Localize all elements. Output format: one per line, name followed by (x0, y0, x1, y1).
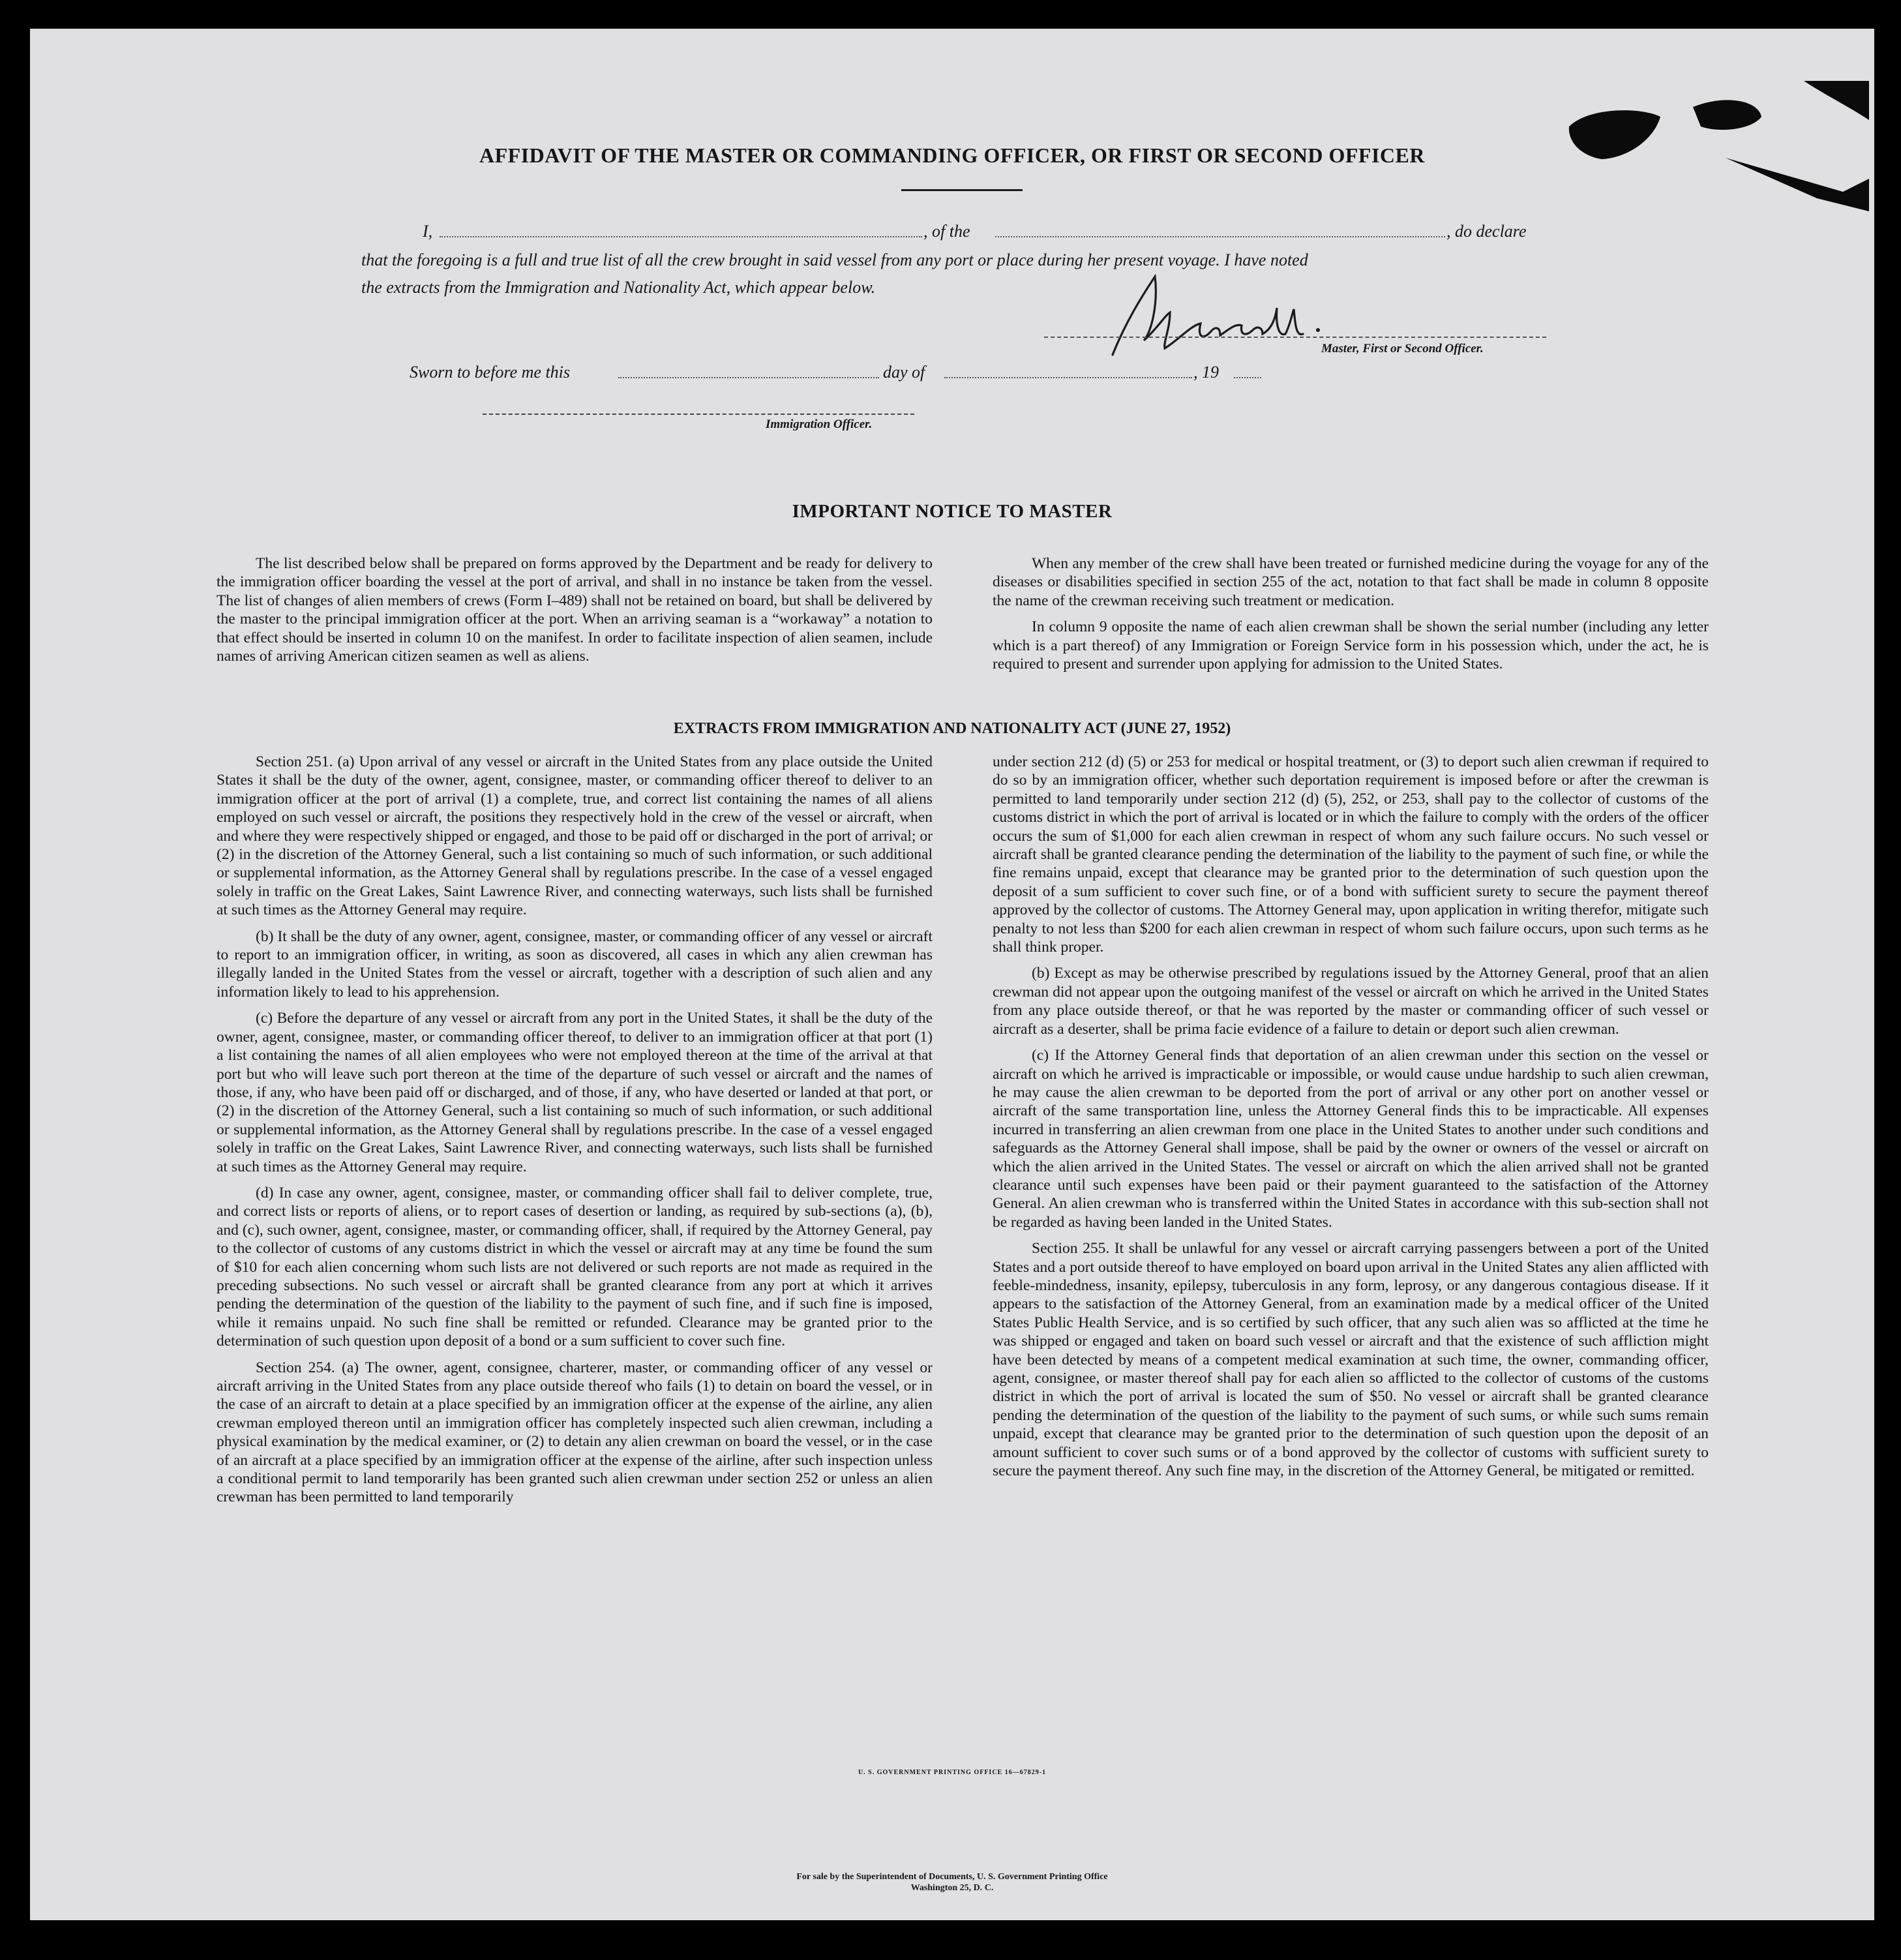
notice-title: IMPORTANT NOTICE TO MASTER (792, 501, 1113, 522)
sworn-label: Sworn to before me this (410, 363, 571, 382)
section-254-a: Section 254. (a) The owner, agent, consignee, charterer, master, or commanding officer of any vessel or aircraft arriving in the United States from any place outside thereof who fails (1) to detain on board the vessel, or in the case of an aircraft to detain at a place specified by an immigration officer at the expense of the airline, any alien crewman employed thereon until an immigration officer has completely inspected such alien crewman, including a physical examination by the medical examiner, or (2) to detain any alien crewman on board the vessel, or in the case of an aircraft at a place specified by an immigration officer at the expense of the airline, after such inspection unless a conditional permit to land temporarily has been granted such alien crewman under section 252 or unless an alien crewman has been permitted to land temporarily (217, 1359, 933, 1506)
decl-line-3: the extracts from the Immigration and Nationality Act, which appear below. (361, 278, 876, 297)
section-254-c: (c) If the Attorney General finds that deportation of an alien crewman under this section on the vessel or aircraft on which he arrived is impracticable or impossible, or would cause undue hardship to such alien crewman, he may cause the alien crewman to be deported from the port of arrival or any other port on another vessel or aircraft of the same transportation line, unless the Attorney General finds this to be impracticable. All expenses incurred in transferring an alien crewman from one place in the United States to another under such conditions and safeguards as the Attorney General shall impose, shall be paid by the owner or owners of the vessel or aircraft on which the alien arrived in the United States. The vessel or aircraft on which the alien arrived shall not be granted clearance until such expenses have been paid or their payment guaranteed to the satisfaction of the Attorney General. An alien crewman who is transferred within the United States in accordance with this sub-section shall not be regarded as having been landed in the United States. (993, 1047, 1709, 1231)
notice-right-column (993, 554, 1709, 673)
section-254-a-continued: under section 212 (d) (5) or 253 for medical or hospital treatment, or (3) to deport such alien crewman if required to do so by an immigration officer, whether such deportation requirement is imposed before or after the crewman is permitted to land temporarily under section 212 (d) (5), 252, or 253, shall pay to the collector of customs of the customs district in which the port of arrival is located or in which the failure to comply with the orders of the officer occurs the sum of $1,000 for each alien crewman in respect of whom any such failure occurs. No such vessel or aircraft shall be granted clearance pending the determination of the liability to the payment of such fine, or while the fine remains unpaid, except that clearance may be granted prior to the determination of such question upon the deposit of a sum sufficient to cover such fine, or of a bond with sufficient surety to secure the payment thereof approved by the collector of customs. The Attorney General may, upon application in writing therefor, mitigate such penalty to not less than $200 for each alien crewman in respect of whom such failure occurs, upon such terms as he shall think proper. (993, 753, 1709, 956)
extracts-title: EXTRACTS FROM IMMIGRATION AND NATIONALITY ACT (JUNE 27, 1952) (673, 720, 1231, 737)
notice-left-paragraph: The list described below shall be prepared on forms approved by the Department and be ready for delivery to the immigration officer boarding the vessel at the port of arrival, and shall in no instance be taken from the vessel. The list of changes of alien members of crews (Form I–489) shall not be retained on board, but shall be delivered by the master to the principal immigration officer at the port. When an arriving seaman is a “workaway” a notation to that effect should be inserted in column 10 on the manifest. In order to facilitate inspection of alien seamen, include names of arriving American citizen seamen as well as aliens. (217, 555, 933, 665)
declarant-name-field[interactable] (440, 236, 922, 237)
footer-line-2: Washington 25, D. C. (910, 1883, 994, 1893)
section-255: Section 255. It shall be unlawful for any vessel or aircraft carrying passengers between a port of the United States and a port outside thereof to have employed on board upon arrival in the United States any alien afflicted with feeble-mindedness, insanity, epilepsy, tuberculosis in any form, leprosy, or any dangerous contagious disease. If it appears to the satisfaction of the Attorney General, from an examination made by a medical officer of the United States Public Health Service, and is so certified by such officer, that any such alien was so afflicted at the time he was shipped or engaged and taken on board such vessel or aircraft and that the existence of such affliction might have been detected by means of a competent medical examination at such time, the owner, commanding officer, agent, consignee, or master thereof shall pay for each alien so afflicted to the collector of customs of the customs district in which the port of arrival is located the sum of $50. No vessel or aircraft shall be granted clearance pending the determination of the question of the liability to the payment of such sums, or while such sums remain unpaid, except that clearance may be granted prior to the determination of such question upon the deposit of an amount sufficient to cover such sums or of a bond approved by the collector of customs with sufficient surety to secure the payment thereof. Any such fine may, in the discretion of the Attorney General, be mitigated or remitted. (993, 1240, 1709, 1480)
extracts-left-column (217, 753, 933, 1507)
affidavit-title: AFFIDAVIT OF THE MASTER OR COMMANDING OFFICER, OR FIRST OR SECOND OFFICER (479, 143, 1425, 167)
day-of-label: day of (883, 363, 925, 382)
decl-of-the-label: , of the (923, 222, 970, 241)
notice-left-column (217, 554, 933, 665)
section-254-b: (b) Except as may be otherwise prescribed by regulations issued by the Attorney General, proof that an alien crewman did not appear upon the outgoing manifest of the vessel or aircraft on which he arrived in the United States from any place outside thereof, or that he was reported by the master or commanding officer of such vessel or aircraft as a deserter, shall be prima facie evidence of a failure to detain or deport such alien crewman. (993, 965, 1709, 1038)
signature-caption: Master, First or Second Officer. (1321, 342, 1484, 355)
vessel-name-field[interactable] (995, 236, 1445, 237)
notice-right-paragraph-2: In column 9 opposite the name of each alien crewman shall be shown the serial number (including any letter which is a part thereof) of any Immigration or Foreign Service form in his possession which, under the act, he is required to present and surrender upon applying for admission to the United States. (993, 618, 1709, 673)
gpo-mark: U. S. GOVERNMENT PRINTING OFFICE 16—67829-1 (858, 1769, 1047, 1776)
immigration-officer-signature-line[interactable] (483, 414, 914, 415)
section-251-a: Section 251. (a) Upon arrival of any vessel or aircraft in the United States from any place outside the United States it shall be the duty of the owner, agent, consignee, master, or commanding officer thereof to deliver to an immigration officer at the port of arrival (1) a complete, true, and correct list containing the names of all aliens employed on such vessel or aircraft, the positions they respectively hold in the crew of the vessel or aircraft, when and where they were respectively shipped or engaged, and those to be paid off or discharged in the port of arrival; or (2) in the discretion of the Attorney General, such a list containing so much of such information, or such additional or supplemental information, as the Attorney General shall by regulations prescribe. In the case of a vessel engaged solely in traffic on the Great Lakes, Saint Lawrence River, and connecting waterways, such lists shall be furnished at such times as the Attorney General may require. (217, 753, 933, 919)
immigration-officer-caption: Immigration Officer. (766, 417, 873, 431)
decl-i-label: I, (423, 222, 433, 241)
section-251-d: (d) In case any owner, agent, consignee, master, or commanding officer shall fail to deliver complete, true, and correct lists or reports of aliens, or to report cases of desertion or landing, as required by sub-sections (a), (b), and (c), such owner, agent, consignee, master, or commanding officer, shall, if required by the Attorney General, pay to the collector of customs of any customs district in which the vessel or aircraft may at any time be found the sum of $10 for each alien concerning whom such lists are not delivered or such reports are not made as required in the preceding subsections. No such vessel or aircraft shall be granted clearance from any port at which it arrives pending the determination of the question of the liability to the payment of such fine, and if such fine is imposed, while it remains unpaid. No such fine shall be remitted or refunded. Clearance may be granted prior to the determination of such question upon deposit of a bond or a sum sufficient to cover such fine. (217, 1184, 933, 1350)
signature-line (1044, 337, 1546, 338)
master-signature (1086, 264, 1347, 361)
year-prefix-label: , 19 (1193, 363, 1219, 382)
section-251-c: (c) Before the departure of any vessel or aircraft from any port in the United States, it shall be the duty of the owner, agent, consignee, master, or commanding officer thereof, to deliver to an immigration officer at that port (1) a list containing the names of all alien employees who were not employed thereon at the time of the arrival at that port but who will leave such port thereon at the time of the departure of such vessel or aircraft and the names of those, if any, who have been paid off or discharged, and of those, if any, who have deserted or landed at that port, or (2) in the discretion of the Attorney General, such a list containing so much of such information, or such additional or supplemental information, as the Attorney General shall by regulations prescribe. In the case of a vessel engaged solely in traffic on the Great Lakes, Saint Lawrence River, and connecting waterways, such lists shall be furnished at such times as the Attorney General may require. (217, 1010, 933, 1175)
sworn-year-field[interactable] (1234, 377, 1261, 378)
notice-right-paragraph-1: When any member of the crew shall have been treated or furnished medicine during the voyage for any of the diseases or disabilities specified in section 255 of the act, notation to that fact shall be made in column 8 opposite the name of the crewman receiving such treatment or medication. (993, 555, 1709, 609)
decl-line-2: that the foregoing is a full and true list of all the crew brought in said vessel from any port or place during her present voyage. I have noted (361, 250, 1308, 269)
sworn-month-field[interactable] (944, 377, 1192, 378)
form-page (30, 29, 1874, 1920)
sworn-day-field[interactable] (618, 377, 879, 378)
title-rule (901, 189, 1023, 191)
section-251-b: (b) It shall be the duty of any owner, agent, consignee, master, or commanding officer of any vessel or aircraft to report to an immigration officer, in writing, as soon as discovered, all cases in which any alien crewman has illegally landed in the United States from the vessel or aircraft, together with a description of such alien and any information likely to lead to his apprehension. (217, 927, 933, 1001)
footer-line-1: For sale by the Superintendent of Documents, U. S. Government Printing Office (796, 1872, 1108, 1882)
decl-do-declare-label: , do declare (1446, 222, 1527, 241)
extracts-right-column (993, 753, 1709, 1480)
